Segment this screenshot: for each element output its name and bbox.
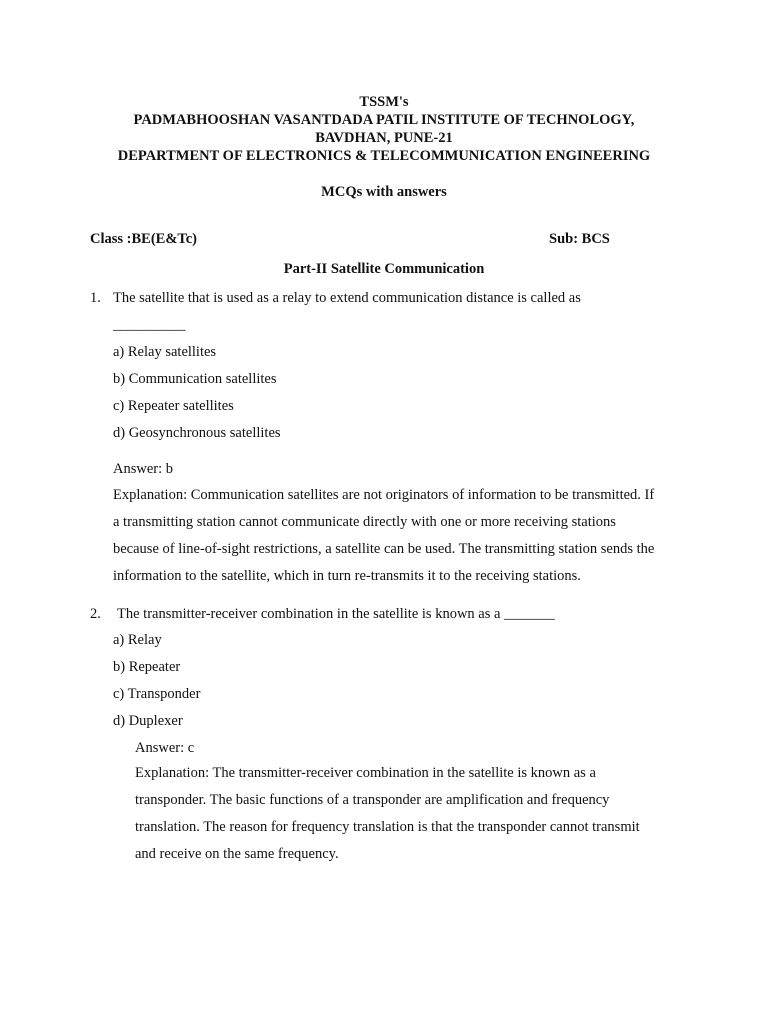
explanation-line: Explanation: The transmitter-receiver combination in the satellite is known as a [135, 765, 596, 781]
explanation-line: because of line-of-sight restrictions, a satellite can be used. The transmitting station sends the [113, 541, 655, 557]
explanation-line: translation. The reason for frequency translation is that the transponder cannot transmit [135, 819, 640, 835]
explanation-line: information to the satellite, which in turn re-transmits it to the receiving stations. [113, 568, 581, 584]
option-item: b) Communication satellites [113, 371, 277, 387]
option-item: d) Geosynchronous satellites [113, 425, 281, 441]
institute-name: PADMABHOOSHAN VASANTDADA PATIL INSTITUTE OF TECHNOLOGY, [133, 112, 635, 128]
option-item: a) Relay satellites [113, 344, 217, 360]
explanation-line: Explanation: Communication satellites are not originators of information to be transmitted. If [113, 487, 655, 503]
question-text: The satellite that is used as a relay to extend communication distance is called as [113, 290, 581, 306]
answer-line: Answer: b [113, 461, 174, 477]
institute-address: BAVDHAN, PUNE-21 [315, 130, 453, 146]
option-item: d) Duplexer [113, 713, 183, 729]
question-text: The transmitter-receiver combination in the satellite is known as a _______ [117, 606, 555, 622]
option-item: b) Repeater [113, 659, 181, 675]
explanation-paragraph [135, 760, 640, 868]
department-name: DEPARTMENT OF ELECTRONICS & TELECOMMUNICATION ENGINEERING [117, 148, 651, 164]
option-item: a) Relay [113, 632, 162, 648]
section-title: Part-II Satellite Communication [283, 261, 485, 277]
question-number: 1. [90, 290, 101, 306]
answer-line: Answer: c [135, 740, 195, 756]
question-blank: __________ [113, 317, 186, 333]
explanation-line: transponder. The basic functions of a transponder are amplification and frequency [135, 792, 610, 808]
class-label: Class :BE(E&Tc) [90, 231, 198, 247]
subject-label: Sub: BCS [549, 231, 610, 247]
option-item: c) Transponder [113, 686, 201, 702]
question-number: 2. [90, 606, 101, 622]
org-name: TSSM's [359, 94, 409, 110]
option-item: c) Repeater satellites [113, 398, 234, 414]
document-title: MCQs with answers [321, 184, 447, 200]
explanation-line: and receive on the same frequency. [135, 846, 339, 862]
explanation-paragraph [113, 482, 654, 590]
explanation-line: a transmitting station cannot communicate directly with one or more receiving stations [113, 514, 616, 530]
